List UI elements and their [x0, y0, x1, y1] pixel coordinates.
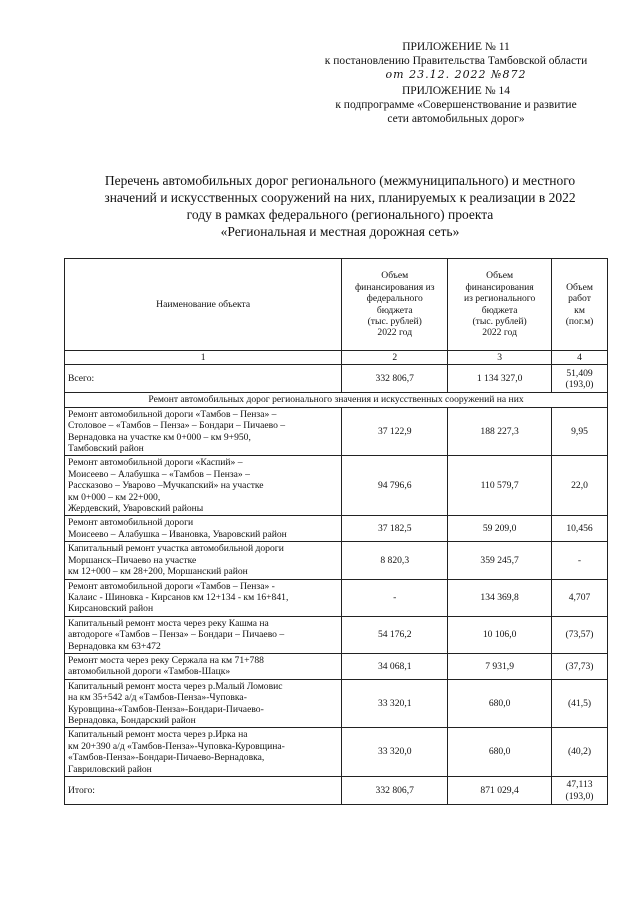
header-regional-line: (тыс. рублей) — [472, 315, 527, 327]
object-name — [65, 728, 342, 777]
header-federal-line: финансирования из — [354, 281, 435, 293]
total-top-label: Всего: — [65, 365, 342, 393]
header-works — [552, 259, 608, 351]
col-number: 3 — [448, 351, 552, 365]
appendix-11-title: ПРИЛОЖЕНИЕ № 11 — [402, 41, 510, 53]
object-name-line: Столовое – «Тамбов – Пенза» – Бондари – Пичаево – — [68, 420, 286, 432]
header-federal-line: федерального — [366, 293, 423, 305]
object-name — [65, 516, 342, 542]
total-top-regional: 1 134 327,0 — [448, 365, 552, 393]
total-bottom-federal: 332 806,7 — [342, 777, 448, 805]
total-top-row — [65, 365, 608, 393]
federal-amount: 94 796,6 — [342, 456, 448, 516]
title-line3: году в рамках федерального (регионального) проекта — [186, 207, 494, 222]
appendix-14-title: ПРИЛОЖЕНИЕ № 14 — [401, 85, 510, 97]
total-bottom-regional: 871 029,4 — [448, 777, 552, 805]
total-top-works-km: 51,409 — [566, 367, 593, 379]
object-name-line: Куровщина-«Тамбов-Пенза»-Бондари-Пичаево- — [68, 703, 264, 715]
federal-amount: 8 820,3 — [342, 542, 448, 579]
object-name-line: Капитальный ремонт участка автомобильной дороги — [68, 543, 284, 555]
object-name-line: Гавриловский район — [68, 763, 152, 775]
works-volume: 9,95 — [552, 407, 608, 456]
object-name-line: Капитальный ремонт моста через реку Кашма на — [68, 617, 269, 629]
title-line2: значений и искусственных сооружений на них, планируемых к реализации в 2022 — [104, 190, 576, 205]
table-row — [65, 728, 608, 777]
regional-amount: 7 931,9 — [448, 653, 552, 679]
header-works-line: км — [574, 304, 585, 316]
works-volume: 4,707 — [552, 579, 608, 616]
object-name-line: автомобильной дороги «Тамбов-Шацк» — [68, 666, 231, 678]
table-row — [65, 516, 608, 542]
object-name-line: км 20+390 а/д «Тамбов-Пенза»-Чуповка-Куровщина- — [68, 740, 285, 752]
header-federal-line: 2022 год — [377, 327, 413, 339]
regional-amount: 359 245,7 — [448, 542, 552, 579]
handwritten-date: от 23.12. 2022 №872 — [385, 68, 527, 81]
federal-amount: 33 320,1 — [342, 679, 448, 728]
col-number: 1 — [65, 351, 342, 365]
total-bottom-row — [65, 777, 608, 805]
works-volume: (41,5) — [552, 679, 608, 728]
document-title — [60, 172, 620, 240]
header-works-line: Объем — [566, 281, 593, 293]
table-row — [65, 653, 608, 679]
table-row — [65, 456, 608, 516]
object-name-line: Калаис - Шиновка - Кирсанов км 12+134 - км 16+841, — [68, 591, 289, 603]
object-name-line: Ремонт моста через реку Сержала на км 71+788 — [68, 654, 264, 666]
section-row — [65, 393, 608, 407]
object-name — [65, 679, 342, 728]
object-name-line: км 12+000 – км 28+200, Моршанский район — [68, 566, 248, 578]
object-name-line: Ремонт автомобильной дороги «Тамбов – Пенза» - — [68, 580, 275, 592]
object-name-line: Ремонт автомобильной дороги «Тамбов – Пенза» – — [68, 408, 277, 420]
regional-amount: 59 209,0 — [448, 516, 552, 542]
object-name-line: Капитальный ремонт моста через р.Малый Ломовис — [68, 680, 283, 692]
object-name-line: Жердевский, Уваровский районы — [68, 503, 204, 515]
header-federal-line: (тыс. рублей) — [367, 315, 422, 327]
works-volume: (37,73) — [552, 653, 608, 679]
federal-amount: - — [342, 579, 448, 616]
object-name — [65, 653, 342, 679]
object-name-line: на км 35+542 а/д «Тамбов-Пенза»-Чуповка- — [68, 692, 247, 704]
object-name-line: Рассказово – Уварово –Мучкапский» на участке — [68, 480, 264, 492]
works-volume: 10,456 — [552, 516, 608, 542]
object-name-line: автодороге «Тамбов – Пенза» – Бондари – Пичаево – — [68, 629, 285, 641]
object-name-line: Кирсановский район — [68, 603, 154, 615]
header-row — [65, 259, 608, 351]
object-name — [65, 456, 342, 516]
table-row — [65, 679, 608, 728]
federal-amount: 54 176,2 — [342, 616, 448, 653]
object-name-line: «Тамбов-Пенза»-Бондари-Пичаево-Вернадовка, — [68, 752, 265, 764]
total-top-works-m: (193,0) — [565, 378, 594, 390]
object-name — [65, 542, 342, 579]
works-volume: (73,57) — [552, 616, 608, 653]
header-federal-line: бюджета — [376, 304, 413, 316]
header-works-line: (пог.м) — [565, 315, 594, 327]
header-regional — [448, 259, 552, 351]
header-name: Наименование объекта — [65, 259, 342, 351]
works-volume: (40,2) — [552, 728, 608, 777]
object-name-line: км 0+000 – км 22+000, — [68, 491, 161, 503]
title-line4: «Региональная и местная дорожная сеть» — [220, 224, 460, 239]
header-federal-line: Объем — [381, 270, 409, 282]
objects-table — [64, 258, 608, 805]
total-bottom-works — [552, 777, 608, 805]
regional-amount: 680,0 — [448, 728, 552, 777]
object-name — [65, 616, 342, 653]
regional-amount: 110 579,7 — [448, 456, 552, 516]
table-row — [65, 407, 608, 456]
table-row — [65, 542, 608, 579]
object-name-line: Ремонт автомобильной дороги «Каспий» – — [68, 457, 243, 469]
works-volume: - — [552, 542, 608, 579]
appendix-14-header — [306, 84, 606, 126]
header-regional-line: 2022 год — [482, 327, 517, 339]
regional-amount: 10 106,0 — [448, 616, 552, 653]
object-name-line: Моршанск–Пичаево на участке — [68, 554, 197, 566]
regional-amount: 134 369,8 — [448, 579, 552, 616]
column-numbers-row — [65, 351, 608, 365]
regional-amount: 680,0 — [448, 679, 552, 728]
total-bottom-label: Итого: — [65, 777, 342, 805]
total-top-works — [552, 365, 608, 393]
regional-amount: 188 227,3 — [448, 407, 552, 456]
federal-amount: 34 068,1 — [342, 653, 448, 679]
object-name-line: Вернадовка км 63+472 — [68, 640, 161, 652]
header-regional-line: из регионального — [463, 293, 536, 305]
title-line1: Перечень автомобильных дорог регионального (межмуниципального) и местного — [104, 173, 576, 188]
header-regional-line: Объем — [486, 270, 514, 282]
object-name-line: Моисеево – Алабушка – Ивановка, Уваровский район — [68, 528, 287, 540]
object-name — [65, 579, 342, 616]
total-bottom-works-km: 47,113 — [566, 779, 593, 791]
object-name-line: Вернадовка, Бондарский район — [68, 714, 196, 726]
appendix-14-line2: сети автомобильных дорог» — [387, 113, 525, 125]
object-name — [65, 407, 342, 456]
header-federal — [342, 259, 448, 351]
object-name-line: Тамбовский район — [68, 443, 144, 455]
appendix-14-line1: к подпрограмме «Совершенствование и развитие — [335, 99, 577, 111]
object-name-line: Капитальный ремонт моста через р.Ирка на — [68, 729, 248, 741]
header-regional-line: финансирования — [465, 281, 534, 293]
federal-amount: 33 320,0 — [342, 728, 448, 777]
section-label: Ремонт автомобильных дорог регионального значения и искусственных сооружений на них — [65, 393, 608, 407]
col-number: 2 — [342, 351, 448, 365]
object-name-line: Моисеево – Алабушка – «Тамбов – Пенза» – — [68, 468, 250, 480]
table-row — [65, 579, 608, 616]
header-regional-line: бюджета — [481, 304, 518, 316]
federal-amount: 37 122,9 — [342, 407, 448, 456]
object-name-line: Ремонт автомобильной дороги — [68, 517, 194, 529]
appendix-11-line: к постановлению Правительства Тамбовской области — [324, 55, 588, 67]
total-top-federal: 332 806,7 — [342, 365, 448, 393]
header-works-line: работ — [568, 293, 591, 305]
federal-amount: 37 182,5 — [342, 516, 448, 542]
appendix-11-header — [306, 40, 606, 82]
total-bottom-works-m: (193,0) — [565, 790, 594, 802]
table-row — [65, 616, 608, 653]
col-number: 4 — [552, 351, 608, 365]
object-name-line: Вернадовка на участке км 0+000 – км 9+950, — [68, 431, 251, 443]
works-volume: 22,0 — [552, 456, 608, 516]
